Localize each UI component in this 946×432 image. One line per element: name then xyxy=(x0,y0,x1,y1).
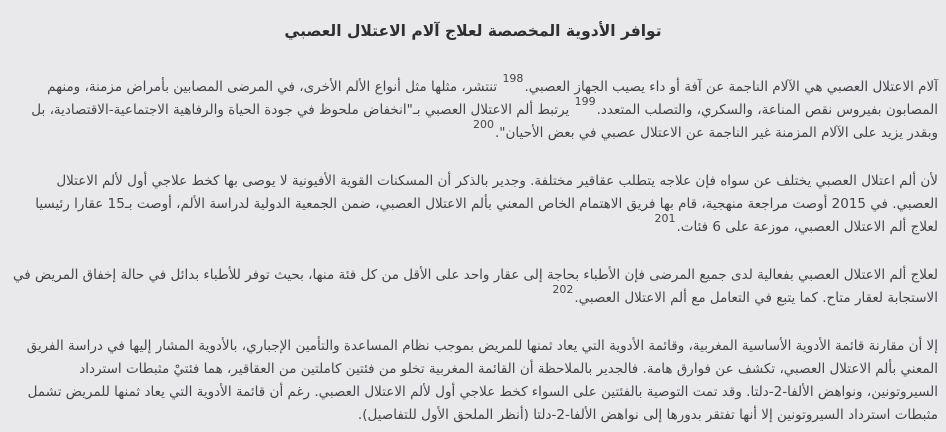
paragraph-text: لعلاج ألم الاعتلال العصبي بفعالية لدى جميع المرضى فإن الأطباء بحاجة إلى عقار واحد على الأقل من كل فئة منها، بحيث توفر للأطباء بدائل في حالة إخفاق المريض في الاستجابة لعقار متاح. كما يتبع في التعامل مع ألم الاعتلال العصبي. xyxy=(12,267,938,306)
paragraph-moroccan-list-comparison xyxy=(8,335,938,427)
footnote-ref-202: 202 xyxy=(552,282,574,296)
paragraph-text: تنتشر، مثلها مثل أنواع الألم الأخرى، في المرضى المصابين بأمراض مزمنة، ومنهم المصابون بفيروس نقص المناعة، والسكري، والتصلب المتعدد. xyxy=(47,79,938,118)
paragraph-treatment-recommendations xyxy=(8,170,938,239)
paragraph-text: يرتبط ألم الاعتلال العصبي بـ"انخفاض ملحوظ في جودة الحياة والرفاهية الاجتماعية-الاقتصادية، بل وبقدر يزيد على الآلام المزمنة غير الناجمة عن الاعتلال عصبي في بعض الأحيان". xyxy=(31,102,938,141)
page-title: توافر الأدوية المخصصة لعلاج آلام الاعتلال العصبي xyxy=(284,22,662,40)
paragraph-text: آلام الاعتلال العصبي هي الآلام الناجمة عن آفة أو داء يصيب الجهاز العصبي. xyxy=(524,79,938,95)
paragraph-drug-availability-need xyxy=(8,264,938,310)
paragraph-text: لأن ألم اعتلال العصبي يختلف عن سواه فإن علاجه يتطلب عقاقير مختلفة. وجدير بالذكر أن المسكنات القوية الأفيونية لا يوصى بها كخط علاجي أول لألم الاعتلال العصبي. في 2015 أوصت مراجعة منهجية، قام بها فريق الاهتمام الخاص المعني بألم الاعتلال العصبي، ضمن الجمعية الدولية لدراسة الألم، أوصت بـ15 عقارا رئيسيا لعلاج ألم الاعتلال العصبي، موزعة على 6 فئات. xyxy=(35,173,938,235)
footnote-ref-198: 198 xyxy=(502,71,524,85)
footnote-ref-200: 200 xyxy=(473,117,494,131)
footnote-ref-199: 199 xyxy=(574,94,596,108)
footnote-ref-201: 201 xyxy=(654,211,676,225)
paragraph-neuropathic-pain-intro xyxy=(8,71,938,145)
paragraph-text: إلا أن مقارنة قائمة الأدوية الأساسية المغربية، وقائمة الأدوية التي يعاد ثمنها للمريض بموجب نظام المساعدة والتأمين الإجباري، بالأدوية المشار إليها في دراسة الفريق المعني بألم الاعتلال العصبي، تكشف عن فوارق هامة. فالجدير بالملاحظة أن القائمة المغربية تخلو من فئتين كاملتين من العقاقير، هما فئتيْ مثبطات استرداد السيروتونين، ونواهض الألفا-2-دلتا. وقد تمت التوصية بالفئتين على السواء كخط علاجي أول لألم الاعتلال العصبي. رغم أن قائمة الأدوية التي يعاد ثمنها للمريض تشمل مثبطات استرداد السيروتونين إلا أنها تفتقر بدورها إلى نواهض الألفا-2-دلتا (أنظر الملحق الأول للتفاصيل). xyxy=(26,338,938,423)
